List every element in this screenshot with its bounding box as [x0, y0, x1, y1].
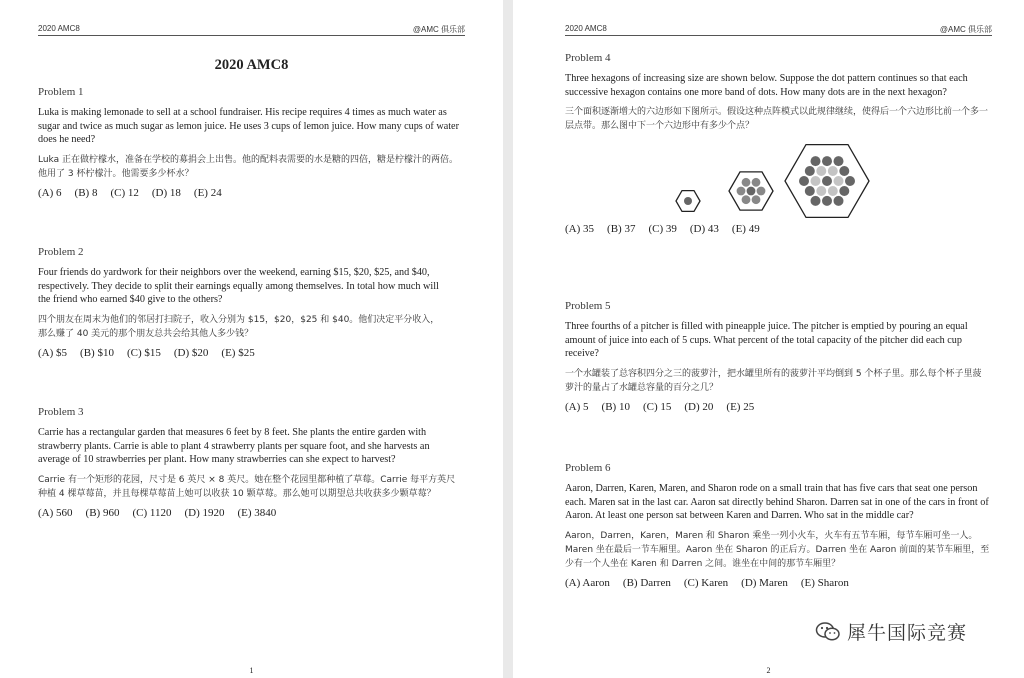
problem-3: [38, 406, 463, 519]
hexagon-dot: [737, 187, 746, 196]
problem-heading: Problem 4: [565, 52, 611, 64]
header-rule: [38, 35, 465, 36]
answer-choices: [38, 347, 448, 359]
problem-1: [38, 86, 463, 199]
problem-text-english: Four friends do yardwork for their neighbors over the weekend, earning $15, $20, $25, and $40, respectively. They decide to split their earnings equally among themselves. In total how much will the friend who earned $40 give to the others?: [38, 267, 439, 305]
problem-5: [565, 300, 990, 413]
document-title: 2020 AMC8: [214, 57, 289, 73]
hexagon-dot: [742, 195, 751, 204]
page-number: 2: [766, 666, 771, 675]
choice-c: (C) 1120: [132, 506, 172, 519]
hexagon-dot: [834, 156, 844, 166]
problem-text-english: Three hexagons of increasing size are shown below. Suppose the dot pattern continues so that each successive hexagon contains one more band of dots. How many dots are in the next hexagon?: [565, 73, 968, 98]
running-header-left: 2020 AMC8: [38, 24, 80, 33]
hexagon-dot: [757, 187, 766, 196]
hexagon-dot: [828, 186, 838, 196]
choice-a: (A) 35: [565, 223, 595, 235]
hexagon-dot: [684, 197, 692, 205]
choice-b: (B) 960: [85, 506, 120, 519]
hexagon-dot: [816, 166, 826, 176]
choice-a: (A) 560: [38, 506, 73, 519]
answer-choices: [38, 187, 463, 199]
choice-e: (E) $25: [221, 346, 255, 359]
problem-text-english: Three fourths of a pitcher is filled with pineapple juice. The pitcher is emptied by pouring an equal amount of juice into each of 5 cups. What percent of the total capacity of the pitcher did each cup receive?: [565, 321, 968, 359]
choice-d: (D) 1920: [184, 506, 225, 519]
wechat-icon: [815, 621, 841, 643]
problem-text-chinese: 三个面积逐渐增大的六边形如下图所示。假设这种点阵模式以此规律继续，使得后一个六边形比前一个多一层点带。那么图中下一个六边形中有多少个点？: [565, 107, 989, 131]
problem-heading: Problem 3: [38, 406, 84, 418]
choice-a: (A) 6: [38, 186, 62, 199]
choice-c: (C) Karen: [683, 576, 729, 589]
choice-e: (E) Sharon: [800, 576, 849, 589]
hexagon-dot: [752, 178, 761, 187]
choice-b: (B) 37: [607, 223, 636, 235]
running-header-left: 2020 AMC8: [565, 24, 607, 33]
choice-b: (B) $10: [80, 346, 114, 359]
hexagon-dot: [805, 166, 815, 176]
watermark-text: 犀牛国际竞赛: [847, 622, 968, 644]
choice-c: (C) $15: [126, 346, 161, 359]
choice-d: (D) Maren: [741, 576, 788, 589]
hexagon-dot: [839, 186, 849, 196]
choice-e: (E) 49: [731, 223, 760, 235]
problem-text-english: Luka is making lemonade to sell at a school fundraiser. His recipe requires 4 times as much water as sugar and twice as much sugar as lemon juice. He uses 3 cups of lemon juice. How many cups of water does he need?: [38, 107, 459, 145]
choice-a: (A) $5: [38, 346, 68, 359]
problem-heading: Problem 5: [565, 300, 611, 312]
wechat-watermark: [815, 618, 967, 645]
hexagon-figure: [565, 139, 990, 223]
answer-choices: [38, 507, 463, 519]
hexagon-dot: [822, 156, 832, 166]
hexagon-dot: [822, 176, 832, 186]
hexagon-dot: [811, 176, 821, 186]
running-header-right: @AMC 俱乐部: [412, 25, 465, 34]
problem-6: [565, 462, 993, 589]
header-rule: [565, 35, 992, 36]
page-number: 1: [249, 666, 254, 675]
choice-b: (B) Darren: [622, 576, 671, 589]
problem-heading: Problem 2: [38, 246, 84, 258]
choice-c: (C) 12: [110, 186, 139, 199]
hexagon-dot: [816, 186, 826, 196]
hexagon-dot: [805, 186, 815, 196]
document-page-1: [0, 0, 503, 678]
choice-b: (B) 8: [74, 186, 98, 199]
choice-a: (A) 5: [565, 400, 589, 413]
problem-text-chinese: Aaron，Darren，Karen，Maren 和 Sharon 乘坐一列小火车，火车有五节车厢，每节车厢可坐一人。Maren 坐在最后一节车厢里。Aaron 坐在 Sharon 的正后方。Darren 坐在 Aaron 前面的某节车厢里，至少有一个人坐在 Karen 和 Darren 之间。谁坐在中间的那节车厢里？: [565, 530, 990, 569]
choice-d: (D) 43: [689, 223, 719, 235]
problem-text-chinese: 一个水罐装了总容积四分之三的菠萝汁，把水罐里所有的菠萝汁平均倒到 5 个杯子里。那么每个杯子里菠萝汁的量占了水罐总容量的百分之几？: [565, 368, 982, 393]
hexagon-dot: [845, 176, 855, 186]
hexagon-dot: [811, 156, 821, 166]
choice-a: (A) Aaron: [565, 576, 610, 589]
problem-heading: Problem 1: [38, 86, 84, 98]
hexagon-dot: [742, 178, 751, 187]
choice-d: (D) 18: [151, 186, 181, 199]
problem-text-chinese: Carrie 有一个矩形的花园，尺寸是 6 英尺 × 8 英尺。她在整个花园里都种植了草莓。Carrie 每平方英尺种植 4 棵草莓苗，并且每棵草莓苗上她可以收获 10 颗草莓。那么她可以期望总共收获多少颗草莓？: [38, 474, 456, 499]
problem-text-chinese: 四个朋友在周末为他们的邻居打扫院子，收入分别为 $15，$20，$25 和 $40。他们决定平分收入，那么赚了 40 美元的那个朋友总共会给其他人多少钱？: [38, 314, 440, 339]
hexagon-dot-patterns: [565, 139, 895, 223]
hexagon-dot: [822, 196, 832, 206]
problem-text-english: Aaron, Darren, Karen, Maren, and Sharon rode on a small train that has five cars that seat one person each. Maren sat in the last car. Aaron sat directly behind Sharon. Darren sat in one of the cars in front of Aaron. At least one person sat between Karen and Darren. Who sat in the middle car?: [565, 483, 989, 521]
choice-e: (E) 24: [193, 186, 222, 199]
hexagon-dot: [747, 187, 756, 196]
problem-text-chinese: Luka 正在做柠檬水，准备在学校的募捐会上出售。他的配料表需要的水是糖的四倍，糖是柠檬汁的两倍。他用了 3 杯柠檬汁。他需要多少杯水？: [38, 154, 458, 179]
choice-d: (D) 20: [684, 400, 714, 413]
choice-b: (B) 10: [601, 400, 630, 413]
hexagon-dot: [834, 176, 844, 186]
answer-choices: [565, 401, 990, 413]
answer-choices: [565, 223, 990, 235]
problem-4: [565, 52, 990, 235]
choice-d: (D) $20: [173, 346, 209, 359]
choice-c: (C) 39: [648, 223, 677, 235]
hexagon-dot: [799, 176, 809, 186]
hexagon-dot: [811, 196, 821, 206]
running-header-right: @AMC 俱乐部: [939, 25, 992, 34]
problem-text-english: Carrie has a rectangular garden that measures 6 feet by 8 feet. She plants the entire garden with strawberry plants. Carrie is able to plant 4 strawberry plants per square foot, and she harvests an average of 10 strawberries per plant. How many strawberries can she expect to harvest?: [38, 427, 430, 465]
choice-c: (C) 15: [642, 400, 672, 413]
choice-e: (E) 3840: [237, 506, 277, 519]
hexagon-dot: [828, 166, 838, 176]
answer-choices: [565, 577, 993, 589]
hexagon-dot: [752, 195, 761, 204]
hexagon-dot: [834, 196, 844, 206]
problem-heading: Problem 6: [565, 462, 611, 474]
document-page-2: [513, 0, 1024, 678]
hexagon-dot: [839, 166, 849, 176]
problem-2: [38, 246, 448, 359]
choice-e: (E) 25: [726, 400, 755, 413]
